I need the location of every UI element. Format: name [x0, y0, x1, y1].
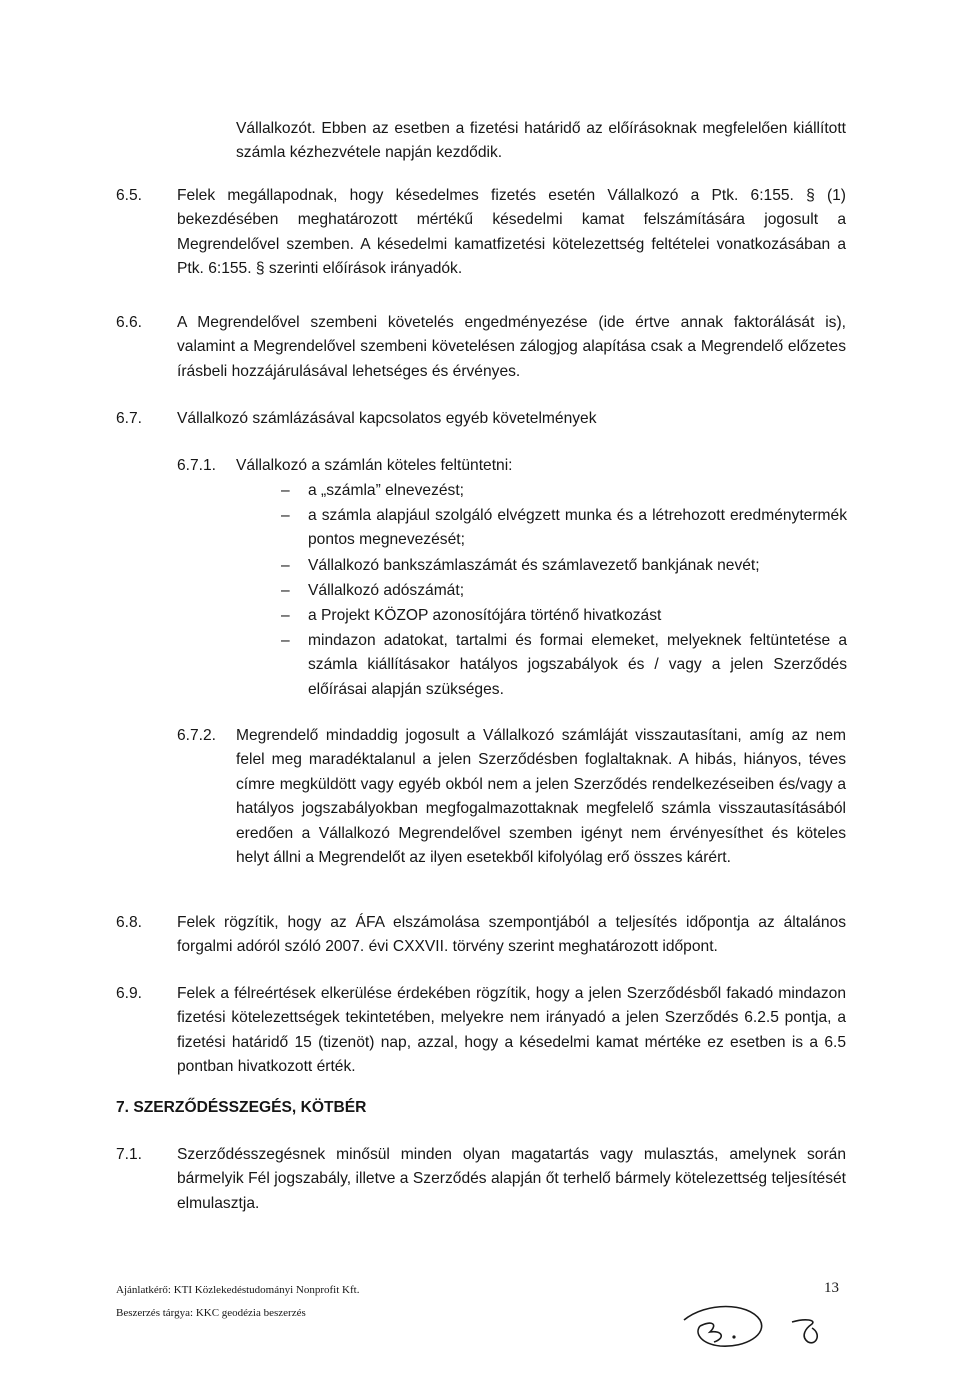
list-item-text: a „számla” elnevezést; — [308, 482, 464, 499]
section-7-1-number: 7.1. — [116, 1146, 143, 1163]
section-6-8-number: 6.8. — [116, 914, 143, 931]
intro-paragraph: Vállalkozót. Ebben az esetben a fizetési határidő az előírásoknak megfelelően kiállított számla kézhezvétele napján kezdődik. — [236, 120, 846, 162]
footer-contracting-authority: Ajánlatkérő: KTI Közlekedéstudományi Nonprofit Kft. — [116, 1284, 360, 1296]
bullet-dash: – — [281, 607, 290, 624]
list-item-text: Vállalkozó bankszámlaszámát és számlavezető bankjának nevét; — [308, 557, 760, 574]
section-6-7-2-text: Megrendelő mindaddig jogosult a Vállalkozó számláját visszautasítani, amíg az nem felel meg maradéktalanul a jelen Szerződésben foglaltaknak. A hibás, hiányos, téves címre megküldött vagy egyéb okból nem a jelen Szerződés rendelkezéseiben és/vagy a hatályos jogszabályokban megfogalmazottaknak megfelelő számla visszautasításából eredően a Vállalkozó Megrendelővel szemben igényt nem érvényesíthet és köteles helyt állni a Megrendelőt az ilyen esetekből kifolyólag erő összes kárért. — [236, 727, 846, 867]
list-item-text: Vállalkozó adószámát; — [308, 582, 465, 599]
section-6-7-title: Vállalkozó számlázásával kapcsolatos egyéb követelmények — [177, 410, 597, 427]
bullet-dash: – — [281, 557, 290, 574]
section-6-5-text: Felek megállapodnak, hogy késedelmes fizetés esetén Vállalkozó a Ptk. 6:155. § (1) bekezdésében meghatározott mértékű késedelmi kamat felszámítására jogosult a Megrendelővel szemben. A késedelmi kamatfizetési kötelezettség feltételei vonatkozásában a Ptk. 6:155. § szerinti előírások irányadók. — [177, 187, 846, 278]
section-6-9-number: 6.9. — [116, 985, 143, 1002]
section-6-6-number: 6.6. — [116, 314, 143, 331]
page-number: 13 — [824, 1280, 839, 1296]
bullet-dash: – — [281, 582, 290, 599]
section-6-5-number: 6.5. — [116, 187, 143, 204]
section-6-6-text: A Megrendelővel szembeni követelés engedményezése (ide értve annak faktorálását is), valamint a Megrendelővel szembeni követelésen zálogjog alapítása csak a Megrendelő előzetes írásbeli hozzájárulásával lehetséges és érvényes. — [177, 314, 846, 380]
bullet-dash: – — [281, 507, 290, 524]
section-7-1-text: Szerződésszegésnek minősül minden olyan magatartás vagy mulasztás, amelynek során bármelyik Fél jogszabály, illetve a Szerződés alapján őt terhelő bármely kötelezettség teljesítését elmulasztja. — [177, 1146, 846, 1212]
section-6-8-text: Felek rögzítik, hogy az ÁFA elszámolása szempontjából a teljesítés időpontja az általános forgalmi adóról szóló 2007. évi CXXVII. törvény szerint meghatározott időpont. — [177, 914, 846, 956]
list-item-text: a számla alapjául szolgáló elvégzett munka és a létrehozott eredménytermék pontos megnevezését; — [308, 507, 847, 549]
list-item-text: a Projekt KÖZOP azonosítójára történő hivatkozást — [308, 607, 662, 624]
footer-procurement-subject: Beszerzés tárgya: KKC geodézia beszerzés — [116, 1307, 306, 1319]
initials-signature — [676, 1290, 856, 1360]
bullet-dash: – — [281, 482, 290, 499]
section-6-7-1-number: 6.7.1. — [177, 457, 217, 474]
section-6-7-1-text: Vállalkozó a számlán köteles feltüntetni: — [236, 457, 513, 474]
section-7-heading: 7. SZERZŐDÉSSZEGÉS, KÖTBÉR — [116, 1099, 367, 1116]
section-6-7-2-number: 6.7.2. — [177, 727, 217, 744]
list-item-text: mindazon adatokat, tartalmi és formai elemeket, melyeknek feltüntetése a számla kiállításakor hatályos jogszabályok és / vagy a jelen Szerződés előírásai alapján szükséges. — [308, 632, 847, 698]
section-6-9-text: Felek a félreértések elkerülése érdekében rögzítik, hogy a jelen Szerződésből fakadó mindazon fizetési kötelezettségek tekintetében, melyekre nem irányadó a jelen Szerződés 6.2.5 pontja, a fizetési határidő 15 (tizenöt) nap, azzal, hogy a késedelmi kamat mértéke ez esetben is a 6.5 pontban hivatkozott érték. — [177, 985, 846, 1076]
section-6-7-number: 6.7. — [116, 410, 143, 427]
bullet-dash: – — [281, 632, 290, 649]
